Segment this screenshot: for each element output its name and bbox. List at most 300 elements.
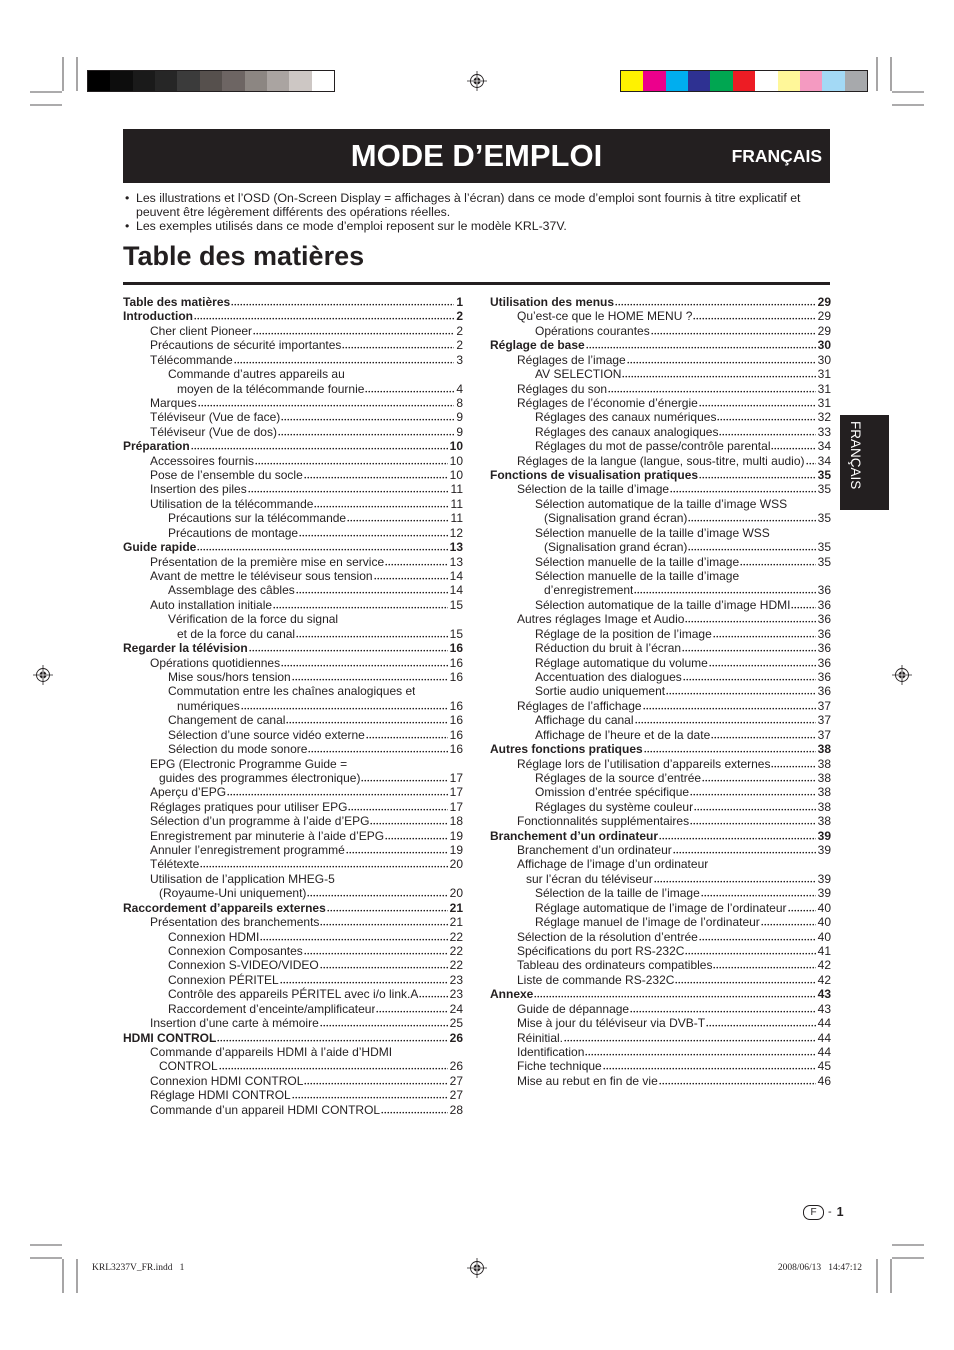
toc-page-number: 35: [817, 482, 831, 497]
toc-entry-title: Table des matières: [123, 295, 231, 309]
dot-leader: [693, 317, 815, 320]
dot-leader: [419, 995, 447, 998]
toc-page-number: 36: [817, 655, 831, 670]
toc-entry-title: Avant de mettre le téléviseur sous tension: [150, 569, 373, 584]
toc-page-number: 27: [449, 1088, 463, 1103]
toc-entry-title: Affichage du canal: [535, 713, 634, 728]
toc-page-number: 15: [449, 597, 463, 612]
grayscale-swatch: [200, 71, 222, 91]
toc-entry: [490, 367, 831, 381]
toc-entry: [490, 540, 831, 554]
toc-page-number: 39: [817, 871, 831, 886]
toc-section: [123, 901, 463, 915]
dot-leader: [370, 822, 447, 825]
toc-entry: [123, 482, 463, 496]
dot-leader: [644, 750, 816, 753]
toc-entry-title: Réglage lors de l’utilisation d’appareils externes: [517, 756, 771, 771]
toc-entry-title: Sélection du mode sonore: [168, 742, 308, 757]
toc-entry-title: Sélection de la résolution d’entrée: [517, 929, 698, 944]
toc-page-number: 44: [817, 1044, 831, 1059]
dot-leader: [713, 635, 816, 638]
toc-entry-title: Auto installation initiale: [150, 597, 273, 612]
toc-entry-title: Préparation: [123, 439, 190, 454]
toc-entry-title: Vérification de la force du signal: [168, 612, 339, 627]
toc-entry: [123, 857, 463, 871]
toc-entry: [123, 973, 463, 987]
toc-page-number: 30: [817, 338, 831, 353]
toc-entry-title: Annexe: [490, 987, 534, 1002]
color-swatch: [845, 71, 867, 91]
toc-page-number: 19: [449, 828, 463, 843]
toc-entry-title: CONTROL: [159, 1059, 218, 1074]
dot-leader: [381, 1111, 448, 1114]
dot-leader: [248, 490, 449, 493]
dot-leader: [320, 1024, 448, 1027]
toc-entry: [123, 656, 463, 670]
toc-entry: [123, 1045, 463, 1059]
toc-page-number: 18: [449, 814, 463, 829]
language-side-tab: [840, 415, 889, 510]
toc-entry: [490, 309, 831, 323]
toc-entry-title: Affichage de l’image d’un ordinateur: [517, 857, 709, 872]
toc-entry: [123, 583, 463, 597]
toc-page-number: 16: [449, 669, 463, 684]
toc-page-number: 38: [817, 742, 831, 757]
toc-entry-title: Raccordement d’enceinte/amplificateur: [168, 1001, 376, 1016]
toc-entry: [490, 944, 831, 958]
toc-page-number: 31: [817, 395, 831, 410]
dot-leader: [366, 736, 448, 739]
page-prefix-badge: F: [803, 1205, 824, 1220]
toc-entry: [123, 598, 463, 612]
dot-leader: [361, 779, 447, 782]
toc-entry-title: Réglage de la position de l’image: [535, 626, 712, 641]
toc-entry: [490, 382, 831, 396]
toc-entry: [123, 1016, 463, 1030]
toc-entry-title: Enregistrement par minuterie à l’aide d’EPG: [150, 828, 385, 843]
dot-leader: [347, 519, 448, 522]
toc-page-number: 37: [817, 727, 831, 742]
toc-entry-title: AV SELECTION: [535, 367, 622, 382]
toc-entry: [123, 684, 463, 698]
toc-entry-title: Sélection manuelle de la taille d’image: [535, 569, 740, 584]
dot-leader: [706, 1024, 816, 1027]
dot-leader: [634, 591, 815, 594]
toc-section: [123, 439, 463, 453]
toc-entry: [490, 713, 831, 727]
toc-entry-title: Sélection de la taille d’image: [517, 482, 670, 497]
toc-page-number: 8: [456, 395, 463, 410]
toc-entry: [123, 886, 463, 900]
toc-entry: [490, 353, 831, 367]
grayscale-swatch: [312, 71, 334, 91]
toc-entry: [123, 771, 463, 785]
dot-leader: [586, 346, 816, 349]
dot-leader: [320, 923, 447, 926]
dot-leader: [771, 447, 815, 450]
toc-entry: [490, 598, 831, 612]
dot-leader: [292, 678, 448, 681]
dot-leader: [365, 390, 454, 393]
toc-page-number: 11: [450, 511, 463, 526]
toc-page-number: 27: [449, 1073, 463, 1088]
toc-entry: [490, 511, 831, 525]
color-swatch: [822, 71, 844, 91]
toc-page-number: 21: [449, 915, 463, 930]
toc-page-number: 10: [449, 468, 463, 483]
dot-leader: [694, 808, 816, 811]
toc-page-number: 13: [449, 540, 463, 555]
toc-entry-title: Commutation entre les chaînes analogiques et: [168, 684, 416, 699]
dot-leader: [296, 591, 448, 594]
toc-entry: [490, 785, 831, 799]
dot-leader: [374, 577, 448, 580]
toc-entry-title: Affichage de l’heure et de la date: [535, 727, 711, 742]
toc-entry: [490, 886, 831, 900]
dot-leader: [699, 938, 816, 941]
toc-entry: [490, 396, 831, 410]
toc-page-number: 11: [450, 496, 463, 511]
toc-entry: [123, 425, 463, 439]
toc-entry-title: Réglage manuel de l’image de l’ordinateur: [535, 915, 760, 930]
dot-leader: [346, 851, 448, 854]
toc-page-number: 38: [817, 770, 831, 785]
toc-section: [490, 742, 831, 756]
dot-leader: [327, 909, 448, 912]
toc-entry: [123, 1088, 463, 1102]
toc-page-number: 23: [449, 972, 463, 987]
toc-entry: [490, 872, 831, 886]
dot-leader: [260, 938, 447, 941]
toc-page-number: 40: [817, 915, 831, 930]
toc-entry-title: Introduction: [123, 309, 193, 324]
toc-entry: [123, 843, 463, 857]
toc-page-number: 22: [449, 929, 463, 944]
dot-leader: [314, 505, 448, 508]
toc-page-number: 14: [449, 569, 463, 584]
toc-entry-title: Précautions de sécurité importantes: [150, 338, 342, 353]
bullet: •: [125, 191, 130, 205]
toc-entry: [123, 569, 463, 583]
toc-page-number: 4: [456, 381, 463, 396]
dot-leader: [709, 664, 816, 667]
toc-entry-title: Présentation de la première mise en service: [150, 554, 385, 569]
dot-leader: [670, 490, 816, 493]
dot-leader: [280, 981, 448, 984]
toc-page-number: 40: [817, 929, 831, 944]
note-item: [123, 191, 821, 219]
dot-leader: [608, 390, 816, 393]
dot-leader: [376, 1010, 447, 1013]
toc-page-number: 28: [449, 1102, 463, 1117]
grayscale-swatch: [88, 71, 110, 91]
toc-entry: [490, 843, 831, 857]
toc-page-number: 33: [817, 424, 831, 439]
toc-page-number: 30: [817, 352, 831, 367]
toc-page-number: 37: [817, 698, 831, 713]
toc-entry: [123, 511, 463, 525]
toc-entry: [490, 1074, 831, 1088]
grayscale-swatch: [245, 71, 267, 91]
toc-page-number: 38: [817, 785, 831, 800]
toc-entry-title: Branchement d’un ordinateur: [517, 843, 672, 858]
dot-leader: [200, 865, 447, 868]
toc-entry: [490, 857, 831, 871]
side-tab-label: FRANÇAIS: [848, 421, 863, 490]
toc-entry-title: Commande d’un appareil HDMI CONTROL: [150, 1102, 381, 1117]
dot-leader: [685, 952, 815, 955]
dot-leader: [320, 966, 448, 969]
toc-entry: [123, 958, 463, 972]
toc-entry-title: Qu’est-ce que le HOME MENU ?: [517, 309, 693, 324]
title-banner: [123, 129, 830, 183]
dot-leader: [296, 635, 448, 638]
toc-page-number: 2: [456, 309, 463, 324]
dot-leader: [788, 909, 816, 912]
dot-leader: [304, 1082, 447, 1085]
toc-entry-title: Utilisation des menus: [490, 295, 615, 309]
toc-page-number: 12: [449, 525, 463, 540]
toc-entry-title: Réglage automatique du volume: [535, 655, 708, 670]
toc-entry: [123, 526, 463, 540]
dot-leader: [702, 779, 816, 782]
grayscale-swatch: [177, 71, 199, 91]
toc-entry: [123, 1002, 463, 1016]
language-label: FRANÇAIS: [731, 146, 822, 166]
toc-page-number: 29: [817, 309, 831, 324]
toc-page-number: 41: [817, 943, 831, 958]
toc-entry: [490, 771, 831, 785]
dot-leader: [304, 952, 448, 955]
toc-entry-title: EPG (Electronic Programme Guide =: [150, 756, 348, 771]
toc-entry-title: Mise au rebut en fin de vie: [517, 1073, 658, 1088]
color-swatch: [666, 71, 688, 91]
color-swatch: [643, 71, 665, 91]
toc-entry: [490, 1016, 831, 1030]
color-swatch: [688, 71, 710, 91]
dot-leader: [761, 923, 816, 926]
toc-entry: [490, 627, 831, 641]
toc-entry-title: Cher client Pioneer: [150, 323, 253, 338]
grayscale-swatch: [155, 71, 177, 91]
dot-leader: [603, 1067, 816, 1070]
dot-leader: [675, 981, 815, 984]
toc-page-number: 40: [817, 900, 831, 915]
dot-leader: [673, 851, 816, 854]
toc-entry: [490, 958, 831, 972]
page-number-value: 1: [836, 1205, 844, 1219]
dot-leader: [635, 721, 816, 724]
dot-leader: [659, 837, 816, 840]
grayscale-swatch: [110, 71, 132, 91]
toc-section: [490, 338, 831, 352]
toc-entry: [123, 612, 463, 626]
toc-section: [123, 1031, 463, 1045]
toc-entry-title: Annuler l’enregistrement programmé: [150, 843, 345, 858]
toc-page-number: 36: [817, 612, 831, 627]
toc-entry-title: Assemblage des câbles: [168, 583, 295, 598]
dot-leader: [385, 563, 448, 566]
toc-entry: [123, 930, 463, 944]
toc-entry: [490, 641, 831, 655]
dot-leader: [217, 1039, 447, 1042]
toc-page-number: 39: [817, 828, 831, 843]
toc-entry-title: Connexion Composantes: [168, 943, 303, 958]
toc-page-number: 26: [449, 1059, 463, 1074]
toc-entry-title: Fonctionnalités supplémentaires: [517, 814, 690, 829]
dot-leader: [194, 317, 454, 320]
dot-leader: [227, 793, 448, 796]
toc-page-number: 36: [817, 669, 831, 684]
dot-leader: [699, 476, 816, 479]
toc-entry: [490, 728, 831, 742]
toc-entry-title: Sélection manuelle de la taille d’image WSS: [535, 525, 770, 540]
toc-entry: [123, 367, 463, 381]
dot-leader: [278, 433, 454, 436]
toc-entry: [490, 1045, 831, 1059]
toc-page-number: 14: [449, 583, 463, 598]
toc-entry-title: numériques: [177, 698, 240, 713]
toc-entry: [123, 468, 463, 482]
toc-entry-title: Mise sous/hors tension: [168, 669, 291, 684]
toc-page-number: 17: [449, 799, 463, 814]
toc-entry: [123, 757, 463, 771]
toc-entry-title: Insertion d’une carte à mémoire: [150, 1016, 319, 1031]
toc-entry: [490, 1031, 831, 1045]
toc-page-number: 22: [449, 958, 463, 973]
dot-leader: [304, 476, 448, 479]
toc-entry-title: Tableau des ordinateurs compatibles: [517, 958, 713, 973]
toc-entry: [123, 324, 463, 338]
toc-section: [123, 309, 463, 323]
toc-entry: [123, 1074, 463, 1088]
toc-page-number: 16: [449, 713, 463, 728]
toc-entry-title: HDMI CONTROL: [123, 1030, 217, 1045]
toc-entry: [490, 555, 831, 569]
note-text: Les illustrations et l’OSD (On-Screen Display = affichages à l’écran) dans ce mode d’emploi sont fournis à titre explicatif et peuvent être légèrement différents des opérations réelles.: [136, 191, 801, 219]
color-swatch: [778, 71, 800, 91]
toc-entry: [123, 829, 463, 843]
toc-entry-title: Réglages du système couleur: [535, 799, 694, 814]
grayscale-swatch: [267, 71, 289, 91]
toc-entry-title: Réglages de la langue (langue, sous-titre, multi audio): [517, 453, 805, 468]
toc-entry-title: Réglages des canaux numériques: [535, 410, 717, 425]
dot-leader: [292, 1096, 448, 1099]
toc-entry: [123, 1103, 463, 1117]
toc-page-number: 10: [449, 439, 463, 454]
toc-section: [490, 829, 831, 843]
toc-entry-title: Commande d’autres appareils au: [168, 367, 345, 382]
page-separator: -: [828, 1206, 832, 1218]
toc-entry-title: Accentuation des dialogues: [535, 669, 682, 684]
toc-entry: [123, 728, 463, 742]
toc-page-number: 16: [449, 727, 463, 742]
color-swatch: [710, 71, 732, 91]
toc-entry-title: Sélection automatique de la taille d’image WSS: [535, 496, 788, 511]
toc-entry: [123, 382, 463, 396]
dot-leader: [699, 404, 816, 407]
grayscale-swatch: [222, 71, 244, 91]
toc-page-number: 2: [456, 323, 463, 338]
toc-entry: [490, 800, 831, 814]
toc-entry-title: Réglages de l’image: [517, 352, 626, 367]
notes-list: [123, 191, 823, 233]
toc-section: [490, 295, 831, 309]
toc-entry-title: Accessoires fournis: [150, 453, 255, 468]
dot-leader: [241, 707, 448, 710]
dot-leader: [651, 332, 816, 335]
toc-entry-title: Regarder la télévision: [123, 641, 248, 656]
toc-entry-title: moyen de la télécommande fournie: [177, 381, 365, 396]
toc-page-number: 46: [817, 1073, 831, 1088]
toc-entry-title: Présentation des branchements: [150, 915, 320, 930]
toc-entry-title: Connexion HDMI: [168, 929, 260, 944]
toc-page-number: 23: [449, 987, 463, 1002]
toc-page-number: 31: [817, 381, 831, 396]
toc-page-number: 38: [817, 814, 831, 829]
toc-page-number: 44: [817, 1030, 831, 1045]
toc-entry-title: Réglage automatique de l’image de l’ordinateur: [535, 900, 787, 915]
toc-page-number: 36: [817, 684, 831, 699]
toc-page-number: 38: [817, 799, 831, 814]
toc-entry-title: (Signalisation grand écran): [544, 511, 688, 526]
dot-leader: [281, 664, 448, 667]
dot-leader: [666, 692, 816, 695]
toc-page-number: 36: [817, 597, 831, 612]
toc-entry-title: Autres réglages Image et Audio: [517, 612, 685, 627]
toc-entry-title: Utilisation de la télécommande: [150, 496, 314, 511]
toc-entry: [490, 497, 831, 511]
toc-page-number: 13: [449, 554, 463, 569]
dot-leader: [348, 808, 447, 811]
note-item: [123, 219, 821, 233]
toc-entry: [490, 482, 831, 496]
dot-leader: [719, 433, 815, 436]
dot-leader: [713, 966, 815, 969]
toc-page-number: 19: [449, 843, 463, 858]
toc-entry: [490, 410, 831, 424]
toc-entry: [123, 713, 463, 727]
toc-entry-title: Précautions sur la télécommande: [168, 511, 347, 526]
toc-entry-title: Opérations quotidiennes: [150, 655, 281, 670]
dot-leader: [231, 303, 454, 306]
toc-entry-title: Sélection manuelle de la taille d’image: [535, 554, 740, 569]
toc-section: [123, 540, 463, 554]
toc-entry-title: Autres fonctions pratiques: [490, 742, 643, 757]
toc-entry: [490, 656, 831, 670]
toc-entry: [123, 497, 463, 511]
toc-entry-title: guides des programmes électronique): [159, 770, 361, 785]
color-control-bar: [620, 70, 868, 92]
toc-page-number: 35: [817, 540, 831, 555]
toc-entry-title: Raccordement d’appareils externes: [123, 900, 326, 915]
toc-entry-title: Connexion HDMI CONTROL: [150, 1073, 304, 1088]
toc-page-number: 17: [449, 770, 463, 785]
toc-entry-title: (Royaume-Uni uniquement): [159, 886, 307, 901]
toc-page-number: 25: [449, 1016, 463, 1031]
color-swatch: [800, 71, 822, 91]
grayscale-swatch: [133, 71, 155, 91]
toc-entry-title: Réglages des canaux analogiques: [535, 424, 719, 439]
toc-entry: [490, 670, 831, 684]
dot-leader: [253, 332, 454, 335]
toc-page-number: 39: [817, 886, 831, 901]
dot-leader: [615, 303, 816, 306]
dot-leader: [307, 894, 447, 897]
dot-leader: [197, 548, 447, 551]
color-swatch: [755, 71, 777, 91]
toc-section: [490, 987, 831, 1001]
